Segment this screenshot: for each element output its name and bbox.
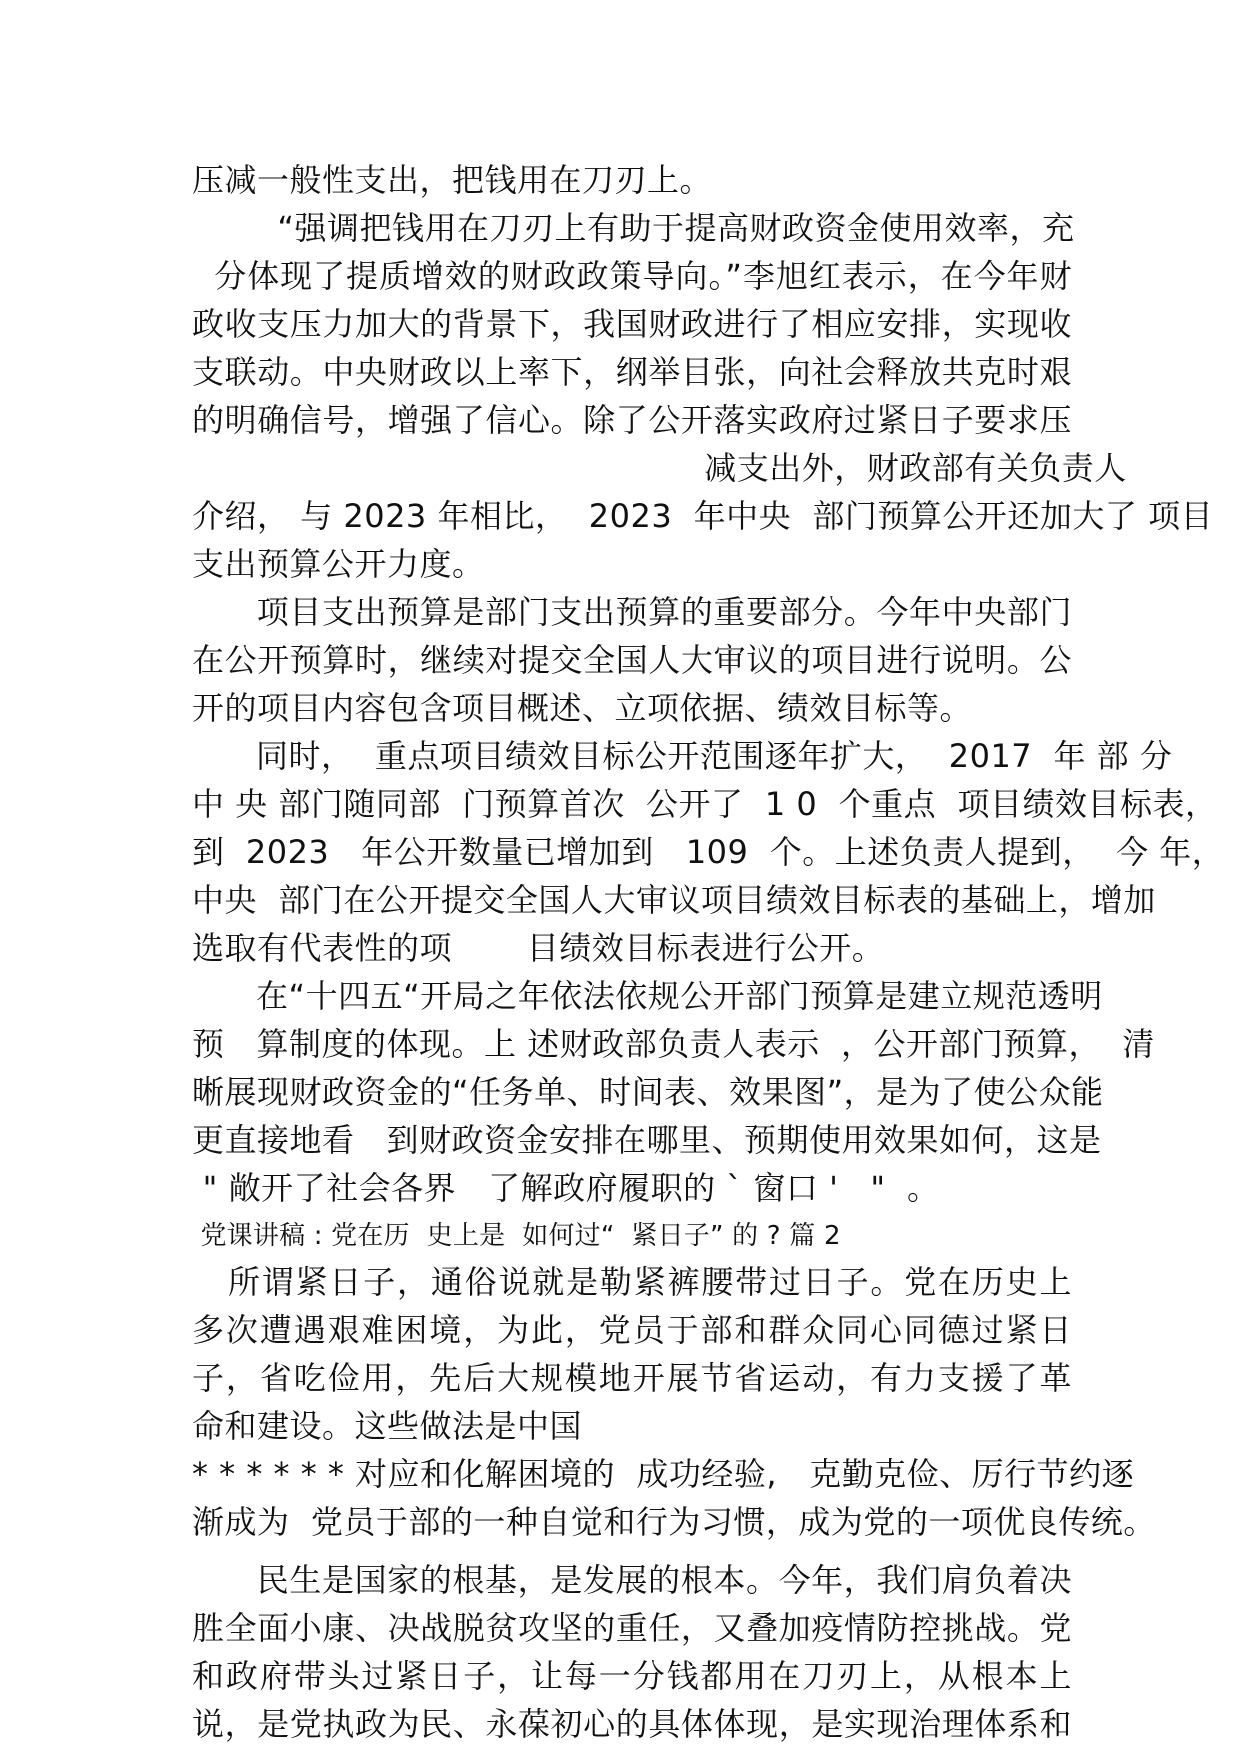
text-line: 开的项目内容包含项目概述、立项依据、绩效目标等。 [192,689,973,727]
text-line: 到 2023 年公开数量已增加到 109 个。上述负责人提到， 今 年， [192,833,1225,871]
text-line: 子，省吃俭用，先后大规模地开展节省运动，有力支援了革 [192,1359,1072,1397]
text-line: 民生是国家的根基，是发展的根本。今年，我们肩负着决 [192,1561,1072,1599]
text-line: “强调把钱用在刀刃上有助于提高财政资金使用效率，充 [192,209,1075,247]
text-line: 介绍， 与 2023 年相比， 2023 年中央 部门预算公开还加大了 项目 [192,497,1214,535]
text-line: 和政府带头过紧日子，让每一分钱都用在刀刃上，从根本上 [192,1657,1072,1695]
text-line: 政收支压力加大的背景下，我国财政进行了相应安排，实现收 [192,305,1072,343]
section-heading: 党课讲稿 : 党在历 史上是 如何过“ 紧日子” 的 ? 篇 2 [192,1221,841,1251]
text-line: 在公开预算时，继续对提交全国人大审议的项目进行说明。公 [192,641,1072,679]
text-line: 所谓紧日子，通俗说就是勒紧裤腰带过日子。党在历史上 [192,1263,1072,1301]
text-line: 中央 部门在公开提交全国人大审议项目绩效目标表的基础上，增加 [192,881,1156,919]
text-line: * * * * * * 对应和化解困境的 成功经验, 克勤克俭、厉行节约逐 [192,1455,1135,1493]
text-line: 减支出外，财政部有关负责人 [192,449,1127,487]
text-line: 分体现了提质增效的财政政策导向。”李旭红表示，在今年财 [192,257,1072,295]
text-line: 晰展现财政资金的“任务单、时间表、效果图”，是为了使公众能 [192,1073,1104,1111]
text-line: 选取有代表性的项 目绩效目标表进行公开。 [192,929,885,967]
text-line: " 敞开了社会各界 了解政府履职的 ` 窗口 ' " 。 [192,1169,940,1207]
text-line: 同时， 重点项目绩效目标公开范围逐年扩大， 2017 年 部 分 [192,737,1173,775]
text-line: 支出预算公开力度。 [192,545,485,583]
text-line: 预 算制度的体现。上 述财政部负责人表示 ，公开部门预算， 清 [192,1025,1155,1063]
text-line: 渐成为 党员于部的一种自觉和行为习惯，成为党的一项优良传统。 [192,1503,1156,1541]
text-line: 说，是党执政为民、永葆初心的具体体现，是实现治理体系和 [192,1705,1072,1743]
text-line: 在“十四五“开局之年依法依规公开部门预算是建立规范透明 [192,977,1103,1015]
text-line: 多次遭遇艰难困境，为此，党员于部和群众同心同德过紧日 [192,1311,1072,1349]
text-line: 胜全面小康、决战脱贫攻坚的重任，又叠加疫情防控挑战。党 [192,1609,1072,1647]
text-line: 项目支出预算是部门支出预算的重要部分。今年中央部门 [192,593,1072,631]
text-line: 压减一般性支出，把钱用在刀刃上。 [192,161,713,199]
text-line: 支联动。中央财政以上率下，纲举目张，向社会释放共克时艰 [192,353,1072,391]
text-line: 命和建设。这些做法是中国 [192,1407,583,1445]
text-line: 的明确信号，增强了信心。除了公开落实政府过紧日子要求压 [192,401,1072,439]
text-line: 中 央 部门随同部 门预算首次 公开了 1 0 个重点 项目绩效目标表， [192,785,1218,823]
text-line: 更直接地看 到财政资金安排在哪里、预期使用效果如何，这是 [192,1121,1102,1159]
